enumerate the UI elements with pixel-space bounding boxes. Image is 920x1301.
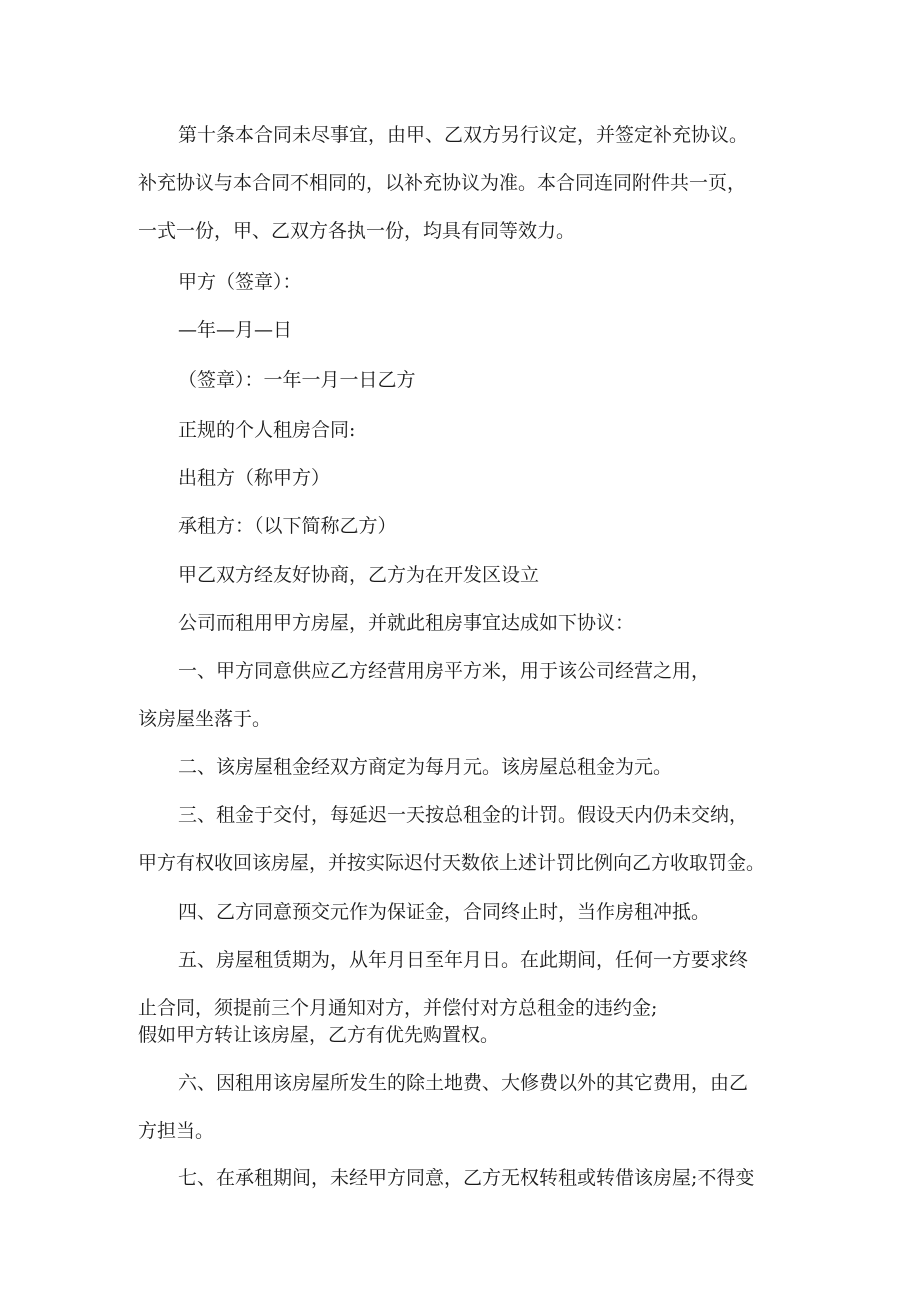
paragraph-line: 出租方（称甲方） (178, 467, 331, 489)
paragraph-line: 假如甲方转让该房屋，乙方有优先购置权。 (138, 1024, 500, 1046)
paragraph-line: 甲方（签章）： (178, 271, 302, 293)
paragraph-line: （签章）：一年一月一日乙方 (178, 369, 416, 391)
paragraph-line: 一、甲方同意供应乙方经营用房平方米，用于该公司经营之用， (178, 660, 711, 682)
paragraph-line: 三、租金于交付，每延迟一天按总租金的计罚。假设天内仍未交纳， (178, 804, 749, 826)
paragraph-line: 正规的个人租房合同: (178, 419, 356, 441)
paragraph-line: 甲乙双方经友好协商，乙方为在开发区设立 (178, 564, 540, 586)
paragraph-line: 第十条本合同未尽事宜，由甲、乙双方另行议定，并签定补充协议。 (178, 124, 749, 146)
paragraph-line: 补充协议与本合同不相同的，以补充协议为准。本合同连同附件共一页， (138, 172, 747, 194)
paragraph-line: 该房屋坐落于。 (138, 708, 272, 730)
paragraph-line: 公司而租用甲方房屋，并就此租房事宜达成如下协议： (178, 612, 635, 634)
paragraph-line: —年—月—日 (178, 319, 293, 341)
paragraph-line: 甲方有权收回该房屋，并按实际迟付天数依上述计罚比例向乙方收取罚金。 (138, 852, 766, 874)
paragraph-line: 五、房屋租赁期为，从年月日至年月日。在此期间，任何一方要求终 (178, 949, 749, 971)
paragraph-line: 六、因租用该房屋所发生的除土地费、大修费以外的其它费用，由乙 (178, 1072, 749, 1094)
paragraph-line: 止合同，须提前三个月通知对方，并偿付对方总租金的违约金; (138, 997, 658, 1019)
paragraph-line: 承租方：（以下简称乙方） (178, 515, 397, 537)
paragraph-line: 方担当。 (138, 1120, 215, 1142)
paragraph-line: 一式一份，甲、乙双方各执一份，均具有同等效力。 (138, 220, 576, 242)
paragraph-line: 四、乙方同意预交元作为保证金，合同终止时，当作房租冲抵。 (178, 901, 711, 923)
paragraph-line: 二、该房屋租金经双方商定为每月元。该房屋总租金为元。 (178, 756, 673, 778)
paragraph-line: 七、在承租期间，未经甲方同意，乙方无权转租或转借该房屋;不得变 (178, 1167, 755, 1189)
